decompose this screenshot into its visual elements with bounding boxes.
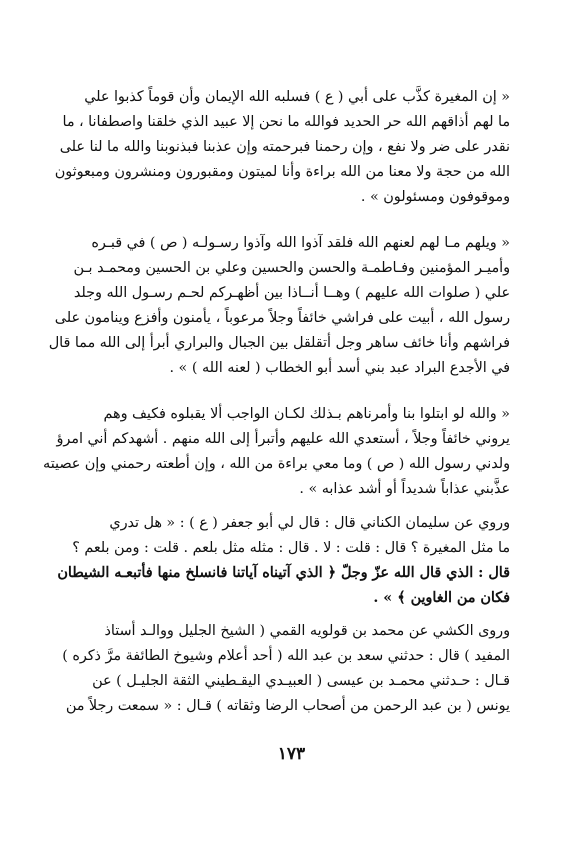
quran-verse-line: قال : الذي قال الله عزّ وجلّ ﴿ الذي آتيناه آياتنا فانسلخ منها فأتبعـه الشيطان <box>57 565 510 581</box>
text-line: عذَّبني عذاباً شديداً أو أشد عذابه » . <box>299 481 510 497</box>
paragraph-5 <box>62 619 510 719</box>
text-line: يروني خائفاً وجلاً ، أستعدي الله عليهم وأتبرأ إلى الله منهم . أشهدكم أني امرؤ <box>56 431 510 447</box>
text-line: ولدني رسول الله ( ص ) وما معي براءة من الله ، وإن أطعته رحمني وإن عصيته <box>43 456 510 472</box>
quran-verse-line: فكان من الغاوين ﴾ » . <box>373 590 510 606</box>
text-line: « والله لو ابتلوا بنا وأمرناهم بـذلك لكـان الواجب ألا يقبلوه فكيف وهم <box>103 406 510 422</box>
text-line: ما مثل المغيرة ؟ قال : قلت : لا . قال : مثله مثل بلعم . قلت : ومن بلعم ؟ <box>72 540 510 556</box>
paragraph-3 <box>43 402 510 502</box>
text-line: علي ( صلوات الله عليهم ) وهــا أنــاذا بين أظهـركم لحـم رسـول الله وجلد <box>73 285 510 301</box>
page-number: ١٧٣ <box>277 744 306 764</box>
text-line: ما لهم أذاقهم الله حر الحديد فوالله ما نحن إلا عبيد الذي خلقنا واصطفانا ، ما <box>62 114 510 130</box>
text-line: يونس ( بن عبد الرحمن من أصحاب الرضا وثقاته ) قـال : « سمعت رجلاً من <box>65 698 510 714</box>
text-line: في الأجدع البراد عبد بني أسد أبو الخطاب ( لعنه الله ) » . <box>169 360 510 376</box>
text-line: فراشهم وأنا خائف ساهر وجل أتقلقل بين الجبال والبراري أبرأ إلى الله مما قال <box>48 335 510 351</box>
text-line: قـال : حـدثني محمـد بن عيسى ( العبيـدي اليقـطيني الثقة الجليـل ) عن <box>92 673 510 689</box>
text-line: وروي عن سليمان الكناني قال : قال لي أبو جعفر ( ع ) : « هل تدري <box>109 515 510 531</box>
text-line: « إن المغيرة كذَّب على أبي ( ع ) فسلبه الله الإيمان وأن قوماً كذبوا علي <box>84 89 510 105</box>
text-line: رسول الله ، أبيت على فراشي خائفاً وجلاً مرعوباً ، يأمنون وأفزع وينامون على <box>54 310 510 326</box>
text-line: وروى الكشي عن محمد بن قولويه القمي ( الشيخ الجليل ووالـد أستاذ <box>104 623 510 639</box>
paragraph-4 <box>57 511 510 611</box>
text-line: وموقوفون ومسئولون » . <box>360 189 510 205</box>
text-line: نقدر على ضر ولا نفع ، وإن رحمنا فبرحمته وإن عذبنا فبذنوبنا والله ما لنا على <box>59 139 510 155</box>
paragraph-1 <box>54 85 510 210</box>
text-line: المفيد ) قال : حدثني سعد بن عبد الله ( أحد أعلام وشيوخ الطائفة مرَّ ذكره ) <box>62 648 510 664</box>
text-line: وأميـر المؤمنين وفـاطمـة والحسن والحسين وعلي بن الحسين ومحمـد بـن <box>73 260 510 276</box>
paragraph-2 <box>48 231 510 381</box>
text-line: « ويلهم مـا لهم لعنهم الله فلقد آذوا الله وآذوا رسـولـه ( ص ) في قبـره <box>91 235 510 251</box>
text-line: الله من حجة ولا معنا من الله براءة وأنا لميتون ومقبورون ومنشرون ومبعوثون <box>54 164 510 180</box>
